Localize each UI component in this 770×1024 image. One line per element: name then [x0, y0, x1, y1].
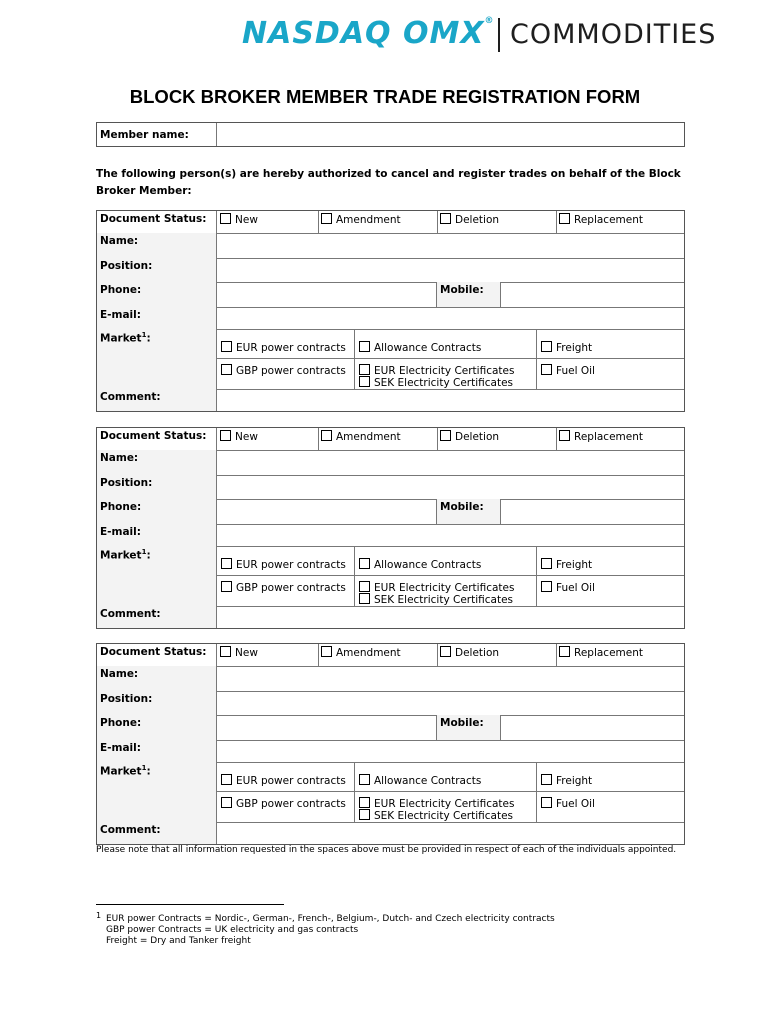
checkbox-icon[interactable]: [359, 364, 370, 375]
checkbox-icon[interactable]: [220, 646, 231, 657]
mobile-field[interactable]: [501, 715, 684, 740]
market-eur-certificates[interactable]: EUR Electricity Certificates: [359, 797, 514, 810]
market-eur-certificates[interactable]: EUR Electricity Certificates: [359, 364, 514, 377]
market-allowance[interactable]: Allowance Contracts: [359, 341, 481, 354]
status-replacement-option[interactable]: Replacement: [559, 646, 643, 659]
status-amendment-option[interactable]: Amendment: [321, 213, 401, 226]
position-label: Position:: [97, 258, 217, 282]
status-replacement-option[interactable]: Replacement: [559, 213, 643, 226]
phone-field[interactable]: [217, 282, 437, 307]
status-deletion-option[interactable]: Deletion: [440, 213, 499, 226]
checkbox-icon[interactable]: [221, 581, 232, 592]
market-sek-certificates[interactable]: SEK Electricity Certificates: [359, 809, 513, 822]
status-amendment-option[interactable]: Amendment: [321, 646, 401, 659]
checkbox-icon[interactable]: [359, 774, 370, 785]
market-sek-certificates[interactable]: SEK Electricity Certificates: [359, 593, 513, 606]
comment-field[interactable]: [217, 606, 684, 628]
checkbox-icon[interactable]: [440, 430, 451, 441]
checkbox-icon[interactable]: [221, 341, 232, 352]
footnote-line: GBP power Contracts = UK electricity and gas contracts: [106, 925, 359, 935]
name-label: Name:: [97, 233, 217, 258]
email-label: E-mail:: [97, 524, 217, 546]
comment-label: Comment:: [97, 389, 217, 411]
checkbox-icon[interactable]: [221, 797, 232, 808]
checkbox-icon[interactable]: [541, 341, 552, 352]
market-label: Market$^1$:: [97, 762, 217, 822]
checkbox-icon[interactable]: [541, 364, 552, 375]
mobile-label: Mobile:: [437, 282, 501, 307]
phone-label: Phone:: [97, 715, 217, 740]
mobile-label: Mobile:: [437, 499, 501, 524]
checkbox-icon[interactable]: [359, 797, 370, 808]
status-new-option[interactable]: New: [220, 430, 258, 443]
checkbox-icon[interactable]: [221, 364, 232, 375]
market-label: Market$^1$:: [97, 329, 217, 389]
name-field[interactable]: [217, 666, 684, 691]
checkbox-icon[interactable]: [359, 809, 370, 820]
checkbox-icon[interactable]: [541, 774, 552, 785]
member-name-row: [96, 122, 685, 147]
checkbox-icon[interactable]: [321, 646, 332, 657]
market-gbp-power[interactable]: GBP power contracts: [221, 364, 346, 377]
comment-label: Comment:: [97, 822, 217, 844]
market-fuel-oil[interactable]: Fuel Oil: [541, 797, 595, 810]
market-eur-power[interactable]: EUR power contracts: [221, 558, 346, 571]
logo-divider: [498, 18, 500, 52]
form-title: BLOCK BROKER MEMBER TRADE REGISTRATION FORM: [129, 86, 641, 107]
market-eur-certificates[interactable]: EUR Electricity Certificates: [359, 581, 514, 594]
email-field[interactable]: [217, 307, 684, 329]
comment-field[interactable]: [217, 822, 684, 844]
mobile-field[interactable]: [501, 499, 684, 524]
checkbox-icon[interactable]: [359, 593, 370, 604]
checkbox-icon[interactable]: [559, 430, 570, 441]
checkbox-icon[interactable]: [541, 558, 552, 569]
position-field[interactable]: [217, 475, 684, 499]
checkbox-icon[interactable]: [221, 774, 232, 785]
position-label: Position:: [97, 691, 217, 715]
checkbox-icon[interactable]: [440, 646, 451, 657]
market-eur-power[interactable]: EUR power contracts: [221, 774, 346, 787]
market-fuel-oil[interactable]: Fuel Oil: [541, 364, 595, 377]
person-block-2: [96, 427, 685, 629]
information-note: Please note that all information requested in the spaces above must be provided in respect of each of the individuals appointed.: [96, 845, 677, 855]
footnote-number: 1: [96, 911, 102, 920]
checkbox-icon[interactable]: [220, 430, 231, 441]
document-status-label: Document Status:: [97, 211, 217, 233]
footnote-line: EUR power Contracts = Nordic-, German-, French-, Belgium-, Dutch- and Czech electricity contracts: [106, 914, 555, 924]
footnote-divider: [96, 904, 284, 905]
mobile-field[interactable]: [501, 282, 684, 307]
position-field[interactable]: [217, 258, 684, 282]
member-name-field[interactable]: [217, 123, 684, 146]
mobile-label: Mobile:: [437, 715, 501, 740]
footnote-text: [106, 914, 555, 947]
logo-division: COMMODITIES: [510, 19, 717, 50]
status-replacement-option[interactable]: Replacement: [559, 430, 643, 443]
checkbox-icon[interactable]: [359, 558, 370, 569]
checkbox-icon[interactable]: [221, 558, 232, 569]
logo-wordmark: NASDAQ OMX®: [242, 16, 495, 51]
email-field[interactable]: [217, 524, 684, 546]
checkbox-icon[interactable]: [220, 213, 231, 224]
checkbox-icon[interactable]: [541, 581, 552, 592]
footnote-line: Freight = Dry and Tanker freight: [106, 936, 251, 946]
checkbox-icon[interactable]: [559, 646, 570, 657]
position-field[interactable]: [217, 691, 684, 715]
email-label: E-mail:: [97, 740, 217, 762]
checkbox-icon[interactable]: [359, 376, 370, 387]
name-label: Name:: [97, 666, 217, 691]
market-allowance[interactable]: Allowance Contracts: [359, 774, 481, 787]
market-gbp-power[interactable]: GBP power contracts: [221, 581, 346, 594]
phone-field[interactable]: [217, 499, 437, 524]
phone-label: Phone:: [97, 499, 217, 524]
market-fuel-oil[interactable]: Fuel Oil: [541, 581, 595, 594]
status-deletion-option[interactable]: Deletion: [440, 646, 499, 659]
checkbox-icon[interactable]: [321, 430, 332, 441]
name-field[interactable]: [217, 450, 684, 475]
market-sek-certificates[interactable]: SEK Electricity Certificates: [359, 376, 513, 389]
status-deletion-option[interactable]: Deletion: [440, 430, 499, 443]
name-field[interactable]: [217, 233, 684, 258]
checkbox-icon[interactable]: [321, 213, 332, 224]
document-status-label: Document Status:: [97, 644, 217, 666]
market-freight[interactable]: Freight: [541, 341, 592, 354]
market-label: Market$^1$:: [97, 546, 217, 606]
market-freight[interactable]: Freight: [541, 774, 592, 787]
checkbox-icon[interactable]: [559, 213, 570, 224]
checkbox-icon[interactable]: [440, 213, 451, 224]
email-label: E-mail:: [97, 307, 217, 329]
authorization-text: The following person(s) are hereby authorized to cancel and register trades on behalf of the Block Broker Member:: [96, 168, 681, 197]
document-status-label: Document Status:: [97, 428, 217, 450]
market-gbp-power[interactable]: GBP power contracts: [221, 797, 346, 810]
phone-label: Phone:: [97, 282, 217, 307]
market-freight[interactable]: Freight: [541, 558, 592, 571]
person-block-1: [96, 210, 685, 412]
name-label: Name:: [97, 450, 217, 475]
phone-field[interactable]: [217, 715, 437, 740]
status-new-option[interactable]: New: [220, 213, 258, 226]
market-allowance[interactable]: Allowance Contracts: [359, 558, 481, 571]
status-new-option[interactable]: New: [220, 646, 258, 659]
position-label: Position:: [97, 475, 217, 499]
nasdaq-omx-logo: [242, 16, 717, 52]
checkbox-icon[interactable]: [541, 797, 552, 808]
market-eur-power[interactable]: EUR power contracts: [221, 341, 346, 354]
status-amendment-option[interactable]: Amendment: [321, 430, 401, 443]
email-field[interactable]: [217, 740, 684, 762]
checkbox-icon[interactable]: [359, 581, 370, 592]
comment-field[interactable]: [217, 389, 684, 411]
comment-label: Comment:: [97, 606, 217, 628]
checkbox-icon[interactable]: [359, 341, 370, 352]
member-name-label: Member name:: [97, 123, 217, 146]
person-block-3: [96, 643, 685, 845]
